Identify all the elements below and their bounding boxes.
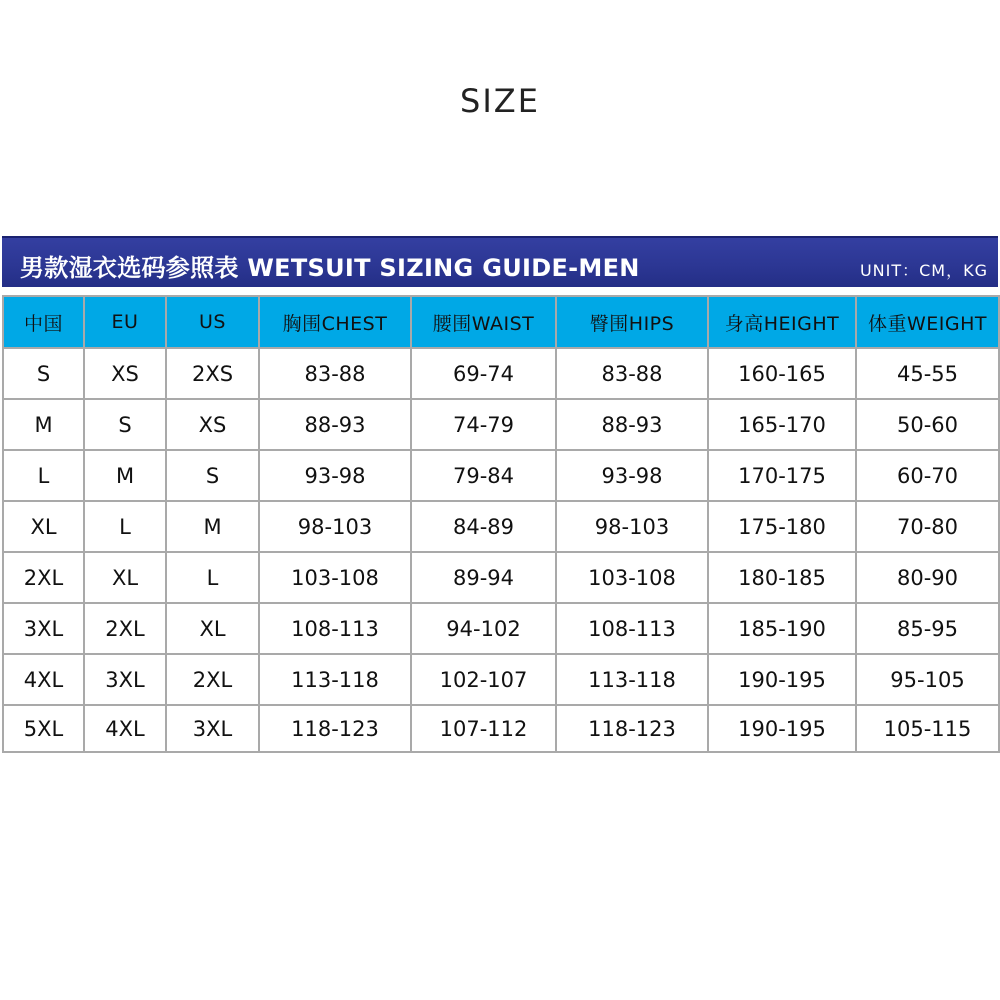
cell-waist: 79-84 <box>411 450 556 501</box>
cell-china-size: S <box>3 348 84 399</box>
unit-label: UNIT：CM，KG <box>859 261 988 280</box>
cell-weight: 80-90 <box>856 552 999 603</box>
cell-hips: 113-118 <box>556 654 708 705</box>
cell-height: 190-195 <box>708 654 856 705</box>
header-weight: 体重WEIGHT <box>856 296 999 348</box>
cell-weight: 105-115 <box>856 705 999 752</box>
cell-hips: 118-123 <box>556 705 708 752</box>
page-title: SIZE <box>460 82 540 120</box>
cell-waist: 69-74 <box>411 348 556 399</box>
cell-china-size: 4XL <box>3 654 84 705</box>
cell-waist: 74-79 <box>411 399 556 450</box>
cell-us-size: 3XL <box>166 705 259 752</box>
header-us: US <box>166 296 259 348</box>
cell-eu-size: M <box>84 450 166 501</box>
cell-us-size: XS <box>166 399 259 450</box>
cell-china-size: 5XL <box>3 705 84 752</box>
cell-chest: 88-93 <box>259 399 411 450</box>
cell-weight: 60-70 <box>856 450 999 501</box>
cell-us-size: M <box>166 501 259 552</box>
cell-chest: 83-88 <box>259 348 411 399</box>
cell-chest: 108-113 <box>259 603 411 654</box>
cell-height: 160-165 <box>708 348 856 399</box>
table-row <box>3 450 999 501</box>
cell-us-size: XL <box>166 603 259 654</box>
cell-hips: 103-108 <box>556 552 708 603</box>
table-row <box>3 399 999 450</box>
table-row <box>3 603 999 654</box>
cell-china-size: 3XL <box>3 603 84 654</box>
cell-chest: 93-98 <box>259 450 411 501</box>
table-row <box>3 552 999 603</box>
cell-waist: 89-94 <box>411 552 556 603</box>
cell-chest: 113-118 <box>259 654 411 705</box>
header-waist: 腰围WAIST <box>411 296 556 348</box>
cell-hips: 93-98 <box>556 450 708 501</box>
cell-us-size: 2XL <box>166 654 259 705</box>
cell-hips: 88-93 <box>556 399 708 450</box>
cell-chest: 118-123 <box>259 705 411 752</box>
cell-eu-size: 3XL <box>84 654 166 705</box>
cell-chest: 98-103 <box>259 501 411 552</box>
table-row <box>3 705 999 752</box>
cell-china-size: XL <box>3 501 84 552</box>
table-row <box>3 501 999 552</box>
header-row <box>3 296 999 348</box>
cell-hips: 108-113 <box>556 603 708 654</box>
cell-waist: 107-112 <box>411 705 556 752</box>
cell-china-size: 2XL <box>3 552 84 603</box>
size-chart-table <box>2 295 1000 753</box>
cell-china-size: L <box>3 450 84 501</box>
cell-weight: 85-95 <box>856 603 999 654</box>
cell-eu-size: 2XL <box>84 603 166 654</box>
cell-weight: 95-105 <box>856 654 999 705</box>
cell-waist: 94-102 <box>411 603 556 654</box>
cell-weight: 70-80 <box>856 501 999 552</box>
cell-height: 185-190 <box>708 603 856 654</box>
cell-hips: 98-103 <box>556 501 708 552</box>
cell-waist: 84-89 <box>411 501 556 552</box>
cell-height: 170-175 <box>708 450 856 501</box>
cell-height: 165-170 <box>708 399 856 450</box>
cell-china-size: M <box>3 399 84 450</box>
banner-title: 男款湿衣选码参照表 WETSUIT SIZING GUIDE-MEN <box>20 254 640 282</box>
cell-hips: 83-88 <box>556 348 708 399</box>
cell-height: 180-185 <box>708 552 856 603</box>
cell-us-size: L <box>166 552 259 603</box>
cell-height: 175-180 <box>708 501 856 552</box>
table-row <box>3 654 999 705</box>
cell-weight: 50-60 <box>856 399 999 450</box>
header-height: 身高HEIGHT <box>708 296 856 348</box>
cell-eu-size: XS <box>84 348 166 399</box>
cell-eu-size: 4XL <box>84 705 166 752</box>
cell-us-size: S <box>166 450 259 501</box>
header-hips: 臀围HIPS <box>556 296 708 348</box>
cell-eu-size: XL <box>84 552 166 603</box>
cell-us-size: 2XS <box>166 348 259 399</box>
sizing-guide-banner <box>2 236 998 287</box>
cell-weight: 45-55 <box>856 348 999 399</box>
header-eu: EU <box>84 296 166 348</box>
cell-height: 190-195 <box>708 705 856 752</box>
table-row <box>3 348 999 399</box>
cell-chest: 103-108 <box>259 552 411 603</box>
header-chest: 胸围CHEST <box>259 296 411 348</box>
cell-eu-size: L <box>84 501 166 552</box>
header-china: 中国 <box>3 296 84 348</box>
cell-waist: 102-107 <box>411 654 556 705</box>
cell-eu-size: S <box>84 399 166 450</box>
